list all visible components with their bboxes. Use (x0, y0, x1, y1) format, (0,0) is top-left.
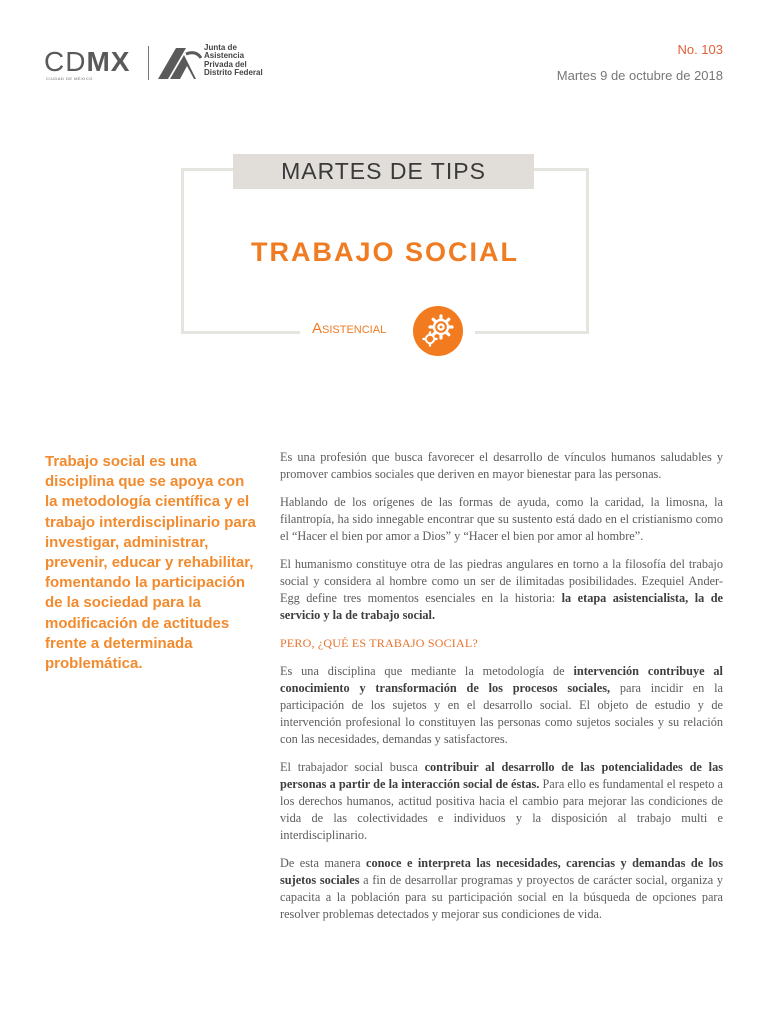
jap-logo-line: Distrito Federal (204, 67, 263, 77)
emphasis: contribuir al desarrollo de las potencialidades de las personas a partir de la interacción social de éstas. (280, 760, 724, 791)
issue-date: Martes 9 de octubre de 2018 (556, 68, 723, 83)
intro-callout: Trabajo social es una disciplina que se apoya con la metodología científica y el trabajo interdisciplinario para investigar, administrar, prevenir, educar y rehabilitar, fomentando la participación de la sociedad para la modificación de actitudes frente a determinada problemática. (45, 453, 256, 673)
jap-logo-mark-icon (156, 46, 202, 80)
jap-logo-line: Asistencia (204, 51, 245, 61)
section-heading: PERO, ¿QUÉ ES TRABAJO SOCIAL? (280, 636, 478, 650)
emphasis: intervención contribuye al conocimiento y transformación de los procesos sociales, (280, 664, 723, 695)
cdmx-logo (44, 46, 130, 78)
series-banner: MARTES DE TIPS (233, 154, 534, 189)
emphasis: conoce e interpreta las necesidades, carencias y demandas de los sujetos sociales (280, 856, 723, 887)
jap-logo-line: Junta de (204, 43, 237, 52)
jap-logo-line: Privada del (204, 59, 247, 69)
text-span: De esta manera (280, 856, 366, 870)
gears-icon (413, 306, 463, 356)
emphasis: la etapa asistencialista, la de servicio y la de trabajo social. (280, 591, 723, 622)
text-span: Para ello es fundamental el respeto a los derechos humanos, actitud positiva hacia el cambio para mejorar las condiciones de vida de las colectividades e individuos y la disposición al trabajo multi e interdisciplinario. (280, 777, 723, 842)
paragraph (280, 556, 723, 624)
text-span: Es una disciplina que mediante la metodología de (280, 664, 574, 678)
issue-number: No. 103 (677, 42, 723, 57)
paragraph (280, 663, 723, 748)
text-span: El trabajador social busca (280, 760, 425, 774)
text-span: a fin de desarrollar programas y proyectos de carácter social, organiza y capacita a la población para su participación social en la búsqueda de opciones para resolver problemas detectados y mejorar sus condiciones de vida. (280, 873, 723, 921)
cdmx-logo-subtitle: CIUDAD DE MÉXICO (46, 76, 93, 81)
text-span: para incidir en la participación de los sujetos y en el desarrollo social. El objeto de estudio y de intervención profesional lo constituyen las personas como sujetos sociales y su relación con las necesidades, demandas y satisfactores. (280, 681, 723, 746)
logo-divider (148, 46, 149, 80)
page-title: TRABAJO SOCIAL (250, 237, 519, 267)
category-label: Asistencial (312, 320, 387, 337)
article-body (280, 449, 723, 934)
paragraph: Hablando de los orígenes de las formas de ayuda, como la caridad, la limosna, la filantropía, ha sido innegable encontrar que su sustento está dado en el cristianismo como el “Hacer el bien por amor a Dios” y “Hacer el bien por amor al hombre”. (280, 495, 723, 543)
text-span: El humanismo constituye otra de las piedras angulares en torno a la filosofía del trabajo social y considera al hombre como un ser de ilimitadas posibilidades. Ezequiel Ander-Egg define tres momentos esenciales en la historia: (280, 557, 723, 605)
paragraph (280, 855, 723, 923)
paragraph: Es una profesión que busca favorecer el desarrollo de vínculos humanos saludables y promover cambios sociales que deriven en mayor bienestar para las personas. (280, 450, 723, 481)
paragraph (280, 759, 723, 844)
cdmx-logo-cd: CD (44, 46, 87, 77)
cdmx-logo-mx: MX (86, 46, 131, 77)
jap-logo-text (204, 44, 263, 77)
